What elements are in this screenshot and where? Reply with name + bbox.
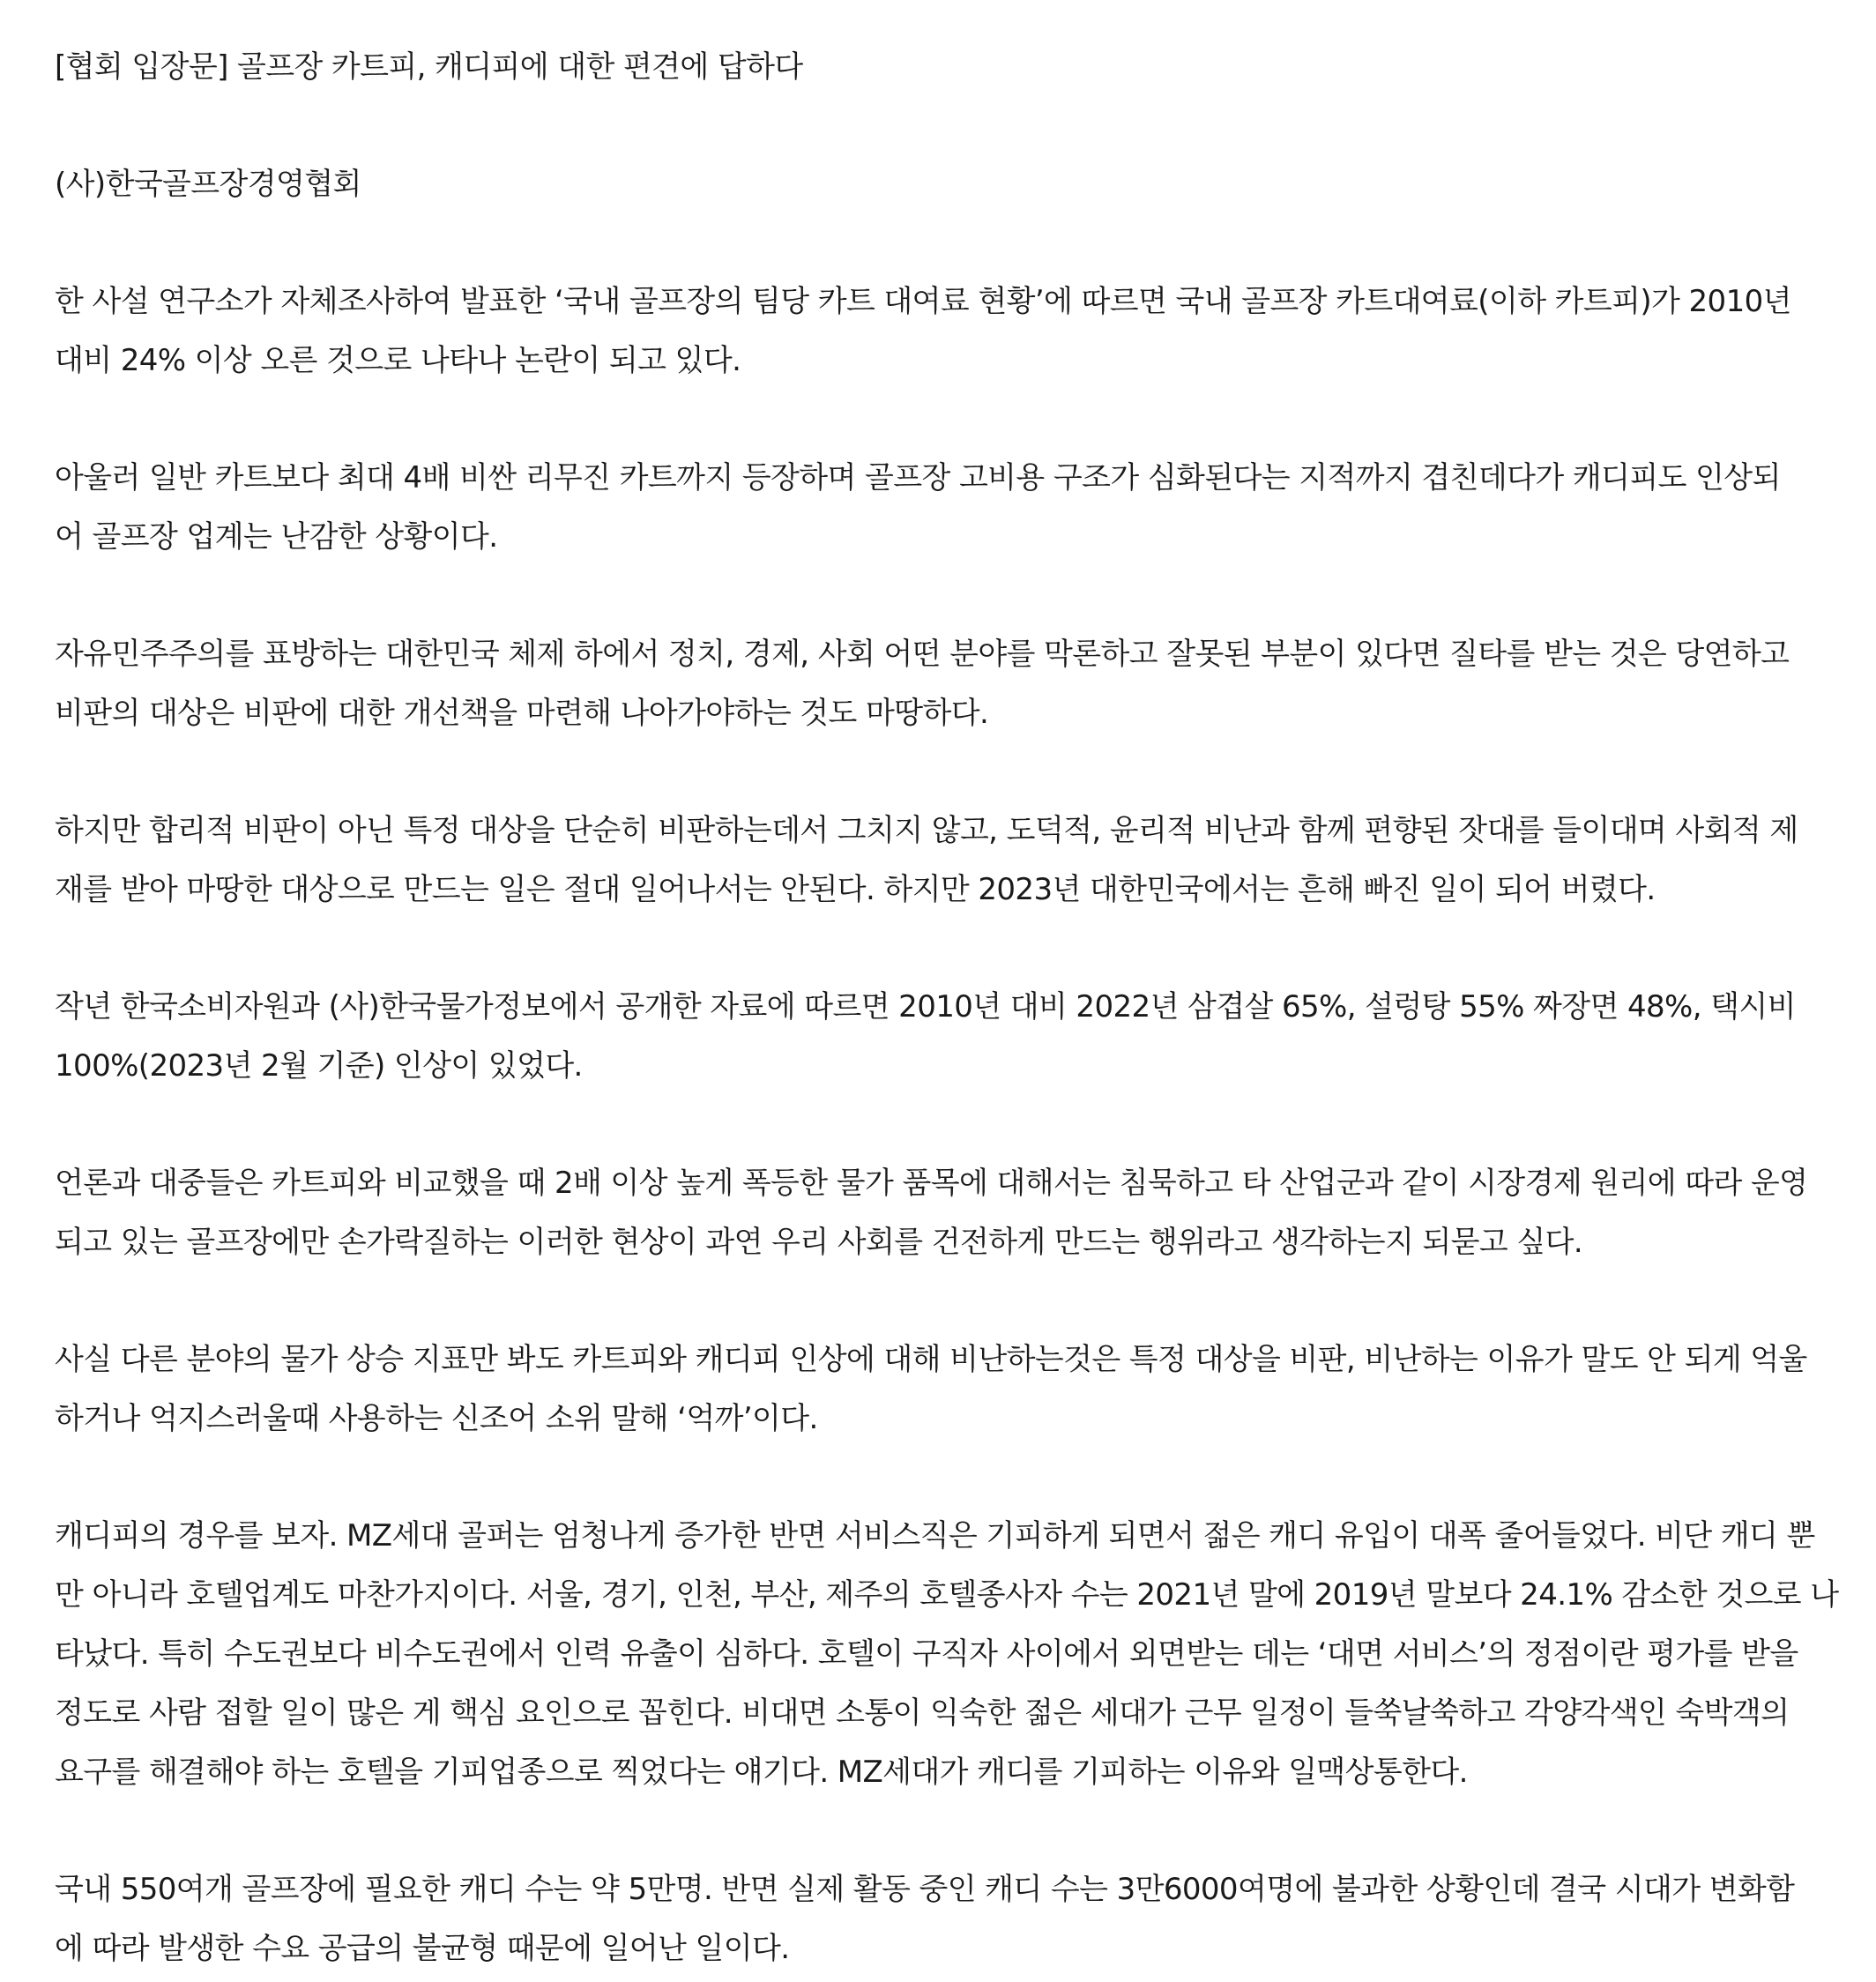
body-paragraph: [55, 1507, 1839, 1802]
article-body: [55, 272, 1839, 1978]
paragraph-line: 한 사설 연구소가 자체조사하여 발표한 ‘국내 골프장의 팀당 카트 대여료 현황’에 따르면 국내 골프장 카트대여료(이하 카트피)가 2010년: [55, 284, 1791, 319]
paragraph-line: 비판의 대상은 비판에 대한 개선책을 마련해 나아가야하는 것도 마땅하다.: [55, 696, 989, 731]
organization-name: (사)한국골프장경영협회: [55, 167, 361, 202]
body-paragraph: [55, 1330, 1821, 1449]
paragraph-line: 사실 다른 분야의 물가 상승 지표만 봐도 카트피와 캐디피 인상에 대해 비난하는것은 특정 대상을 비판, 비난하는 이유가 말도 안 되게 억울: [55, 1342, 1807, 1377]
paragraph-line: 대비 24% 이상 오른 것으로 나타나 논란이 되고 있다.: [55, 343, 741, 378]
paragraph-line: 언론과 대중들은 카트피와 비교했을 때 2배 이상 높게 폭등한 물가 품목에 대해서는 침묵하고 타 산업군과 같이 시장경제 원리에 따라 운영: [55, 1166, 1808, 1201]
paragraph-line: 작년 한국소비자원과 (사)한국물가정보에서 공개한 자료에 따르면 2010년 대비 2022년 삼겹살 65%, 설렁탕 55% 짜장면 48%, 택시비: [55, 989, 1796, 1025]
paragraph-line: 에 따라 발생한 수요 공급의 불균형 때문에 일어난 일이다.: [55, 1931, 790, 1966]
body-paragraph: [55, 625, 1821, 743]
body-paragraph: [55, 1154, 1821, 1272]
paragraph-line: 만 아니라 호텔업계도 마찬가지이다. 서울, 경기, 인천, 부산, 제주의 호텔종사자 수는 2021년 말에 2019년 말보다 24.1% 감소한 것으로 나: [55, 1577, 1839, 1613]
article-title: [협회 입장문] 골프장 카트피, 캐디피에 대한 편견에 답하다: [55, 49, 803, 85]
paragraph-line: 캐디피의 경우를 보자. MZ세대 골퍼는 엄청나게 증가한 반면 서비스직은 기피하게 되면서 젊은 캐디 유입이 대폭 줄어들었다. 비단 캐디 뿐: [55, 1518, 1815, 1554]
paragraph-line: 재를 받아 마땅한 대상으로 만드는 일은 절대 일어나서는 안된다. 하지만 2023년 대한민국에서는 흔해 빠진 일이 되어 버렸다.: [55, 872, 1656, 907]
paragraph-line: 어 골프장 업계는 난감한 상황이다.: [55, 519, 498, 555]
paragraph-line: 타났다. 특히 수도권보다 비수도권에서 인력 유출이 심하다. 호텔이 구직자 사이에서 외면받는 데는 ‘대면 서비스’의 정점이란 평가를 받을: [55, 1636, 1798, 1672]
paragraph-line: 되고 있는 골프장에만 손가락질하는 이러한 현상이 과연 우리 사회를 건전하게 만드는 행위라고 생각하는지 되묻고 싶다.: [55, 1225, 1583, 1260]
paragraph-line: 하지만 합리적 비판이 아닌 특정 대상을 단순히 비판하는데서 그치지 않고, 도덕적, 윤리적 비난과 함께 편향된 잣대를 들이대며 사회적 제: [55, 813, 1798, 848]
paragraph-line: 국내 550여개 골프장에 필요한 캐디 수는 약 5만명. 반면 실제 활동 중인 캐디 수는 3만6000여명에 불과한 상황인데 결국 시대가 변화함: [55, 1872, 1795, 1907]
paragraph-line: 정도로 사람 접할 일이 많은 게 핵심 요인으로 꼽힌다. 비대면 소통이 익숙한 젊은 세대가 근무 일정이 들쑥날쑥하고 각양각색인 숙박객의: [55, 1695, 1790, 1731]
body-paragraph: [55, 978, 1821, 1096]
body-paragraph: [55, 1860, 1821, 1978]
body-paragraph: [55, 801, 1821, 920]
paragraph-line: 아울러 일반 카트보다 최대 4배 비싼 리무진 카트까지 등장하며 골프장 고비용 구조가 심화된다는 지적까지 겹친데다가 캐디피도 인상되: [55, 460, 1781, 496]
body-paragraph: [55, 449, 1821, 567]
paragraph-line: 하거나 억지스러울때 사용하는 신조어 소위 말해 ‘억까’이다.: [55, 1401, 818, 1436]
paragraph-line: 100%(2023년 2월 기준) 인상이 있었다.: [55, 1048, 583, 1084]
paragraph-line: 요구를 해결해야 하는 호텔을 기피업종으로 찍었다는 얘기다. MZ세대가 캐디를 기피하는 이유와 일맥상통한다.: [55, 1755, 1468, 1790]
paragraph-line: 자유민주주의를 표방하는 대한민국 체제 하에서 정치, 경제, 사회 어떤 분야를 막론하고 잘못된 부분이 있다면 질타를 받는 것은 당연하고: [55, 637, 1790, 672]
body-paragraph: [55, 272, 1821, 391]
